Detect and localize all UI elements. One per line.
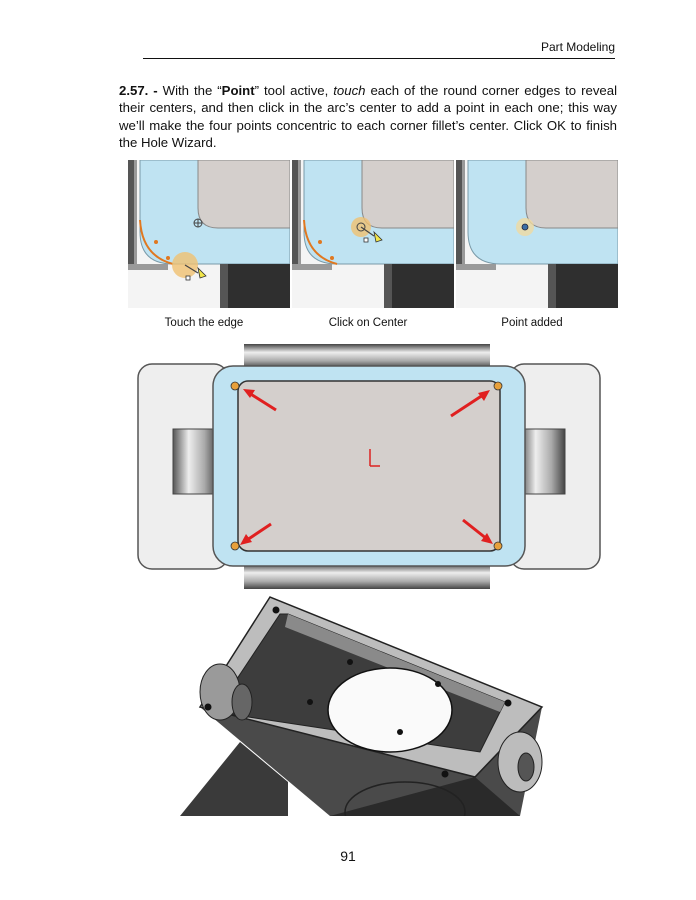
caption-point-added: Point added [501,317,563,329]
tool-name: Point [221,83,255,98]
page-header [143,40,615,59]
step-text-2: ” tool active, [254,83,334,98]
step-text-3: each of the round corner edges to reveal their centers, and then click in the arc’s center to add a point in each one; this way we’ll make the four points concentric to each corner fillet’s center. Click OK to finish the Hole Wizard. [119,83,618,150]
touch-edge-screenshot [128,160,290,308]
section-title: Part Modeling [540,40,615,54]
page-number: 91 [340,848,356,864]
point-added-screenshot [456,160,618,308]
step-emphasis: touch [333,83,366,98]
housing-isometric-view [180,592,552,816]
sketch-point-icon [522,224,528,230]
step-text-1: With the “ [157,83,222,98]
caption-click-center: Click on Center [328,317,408,329]
step-number: 2.57. - [119,83,158,98]
caption-touch-edge: Touch the edge [164,317,244,329]
housing-top-view [133,344,605,589]
click-center-screenshot [292,160,454,308]
instruction-paragraph [119,82,617,151]
